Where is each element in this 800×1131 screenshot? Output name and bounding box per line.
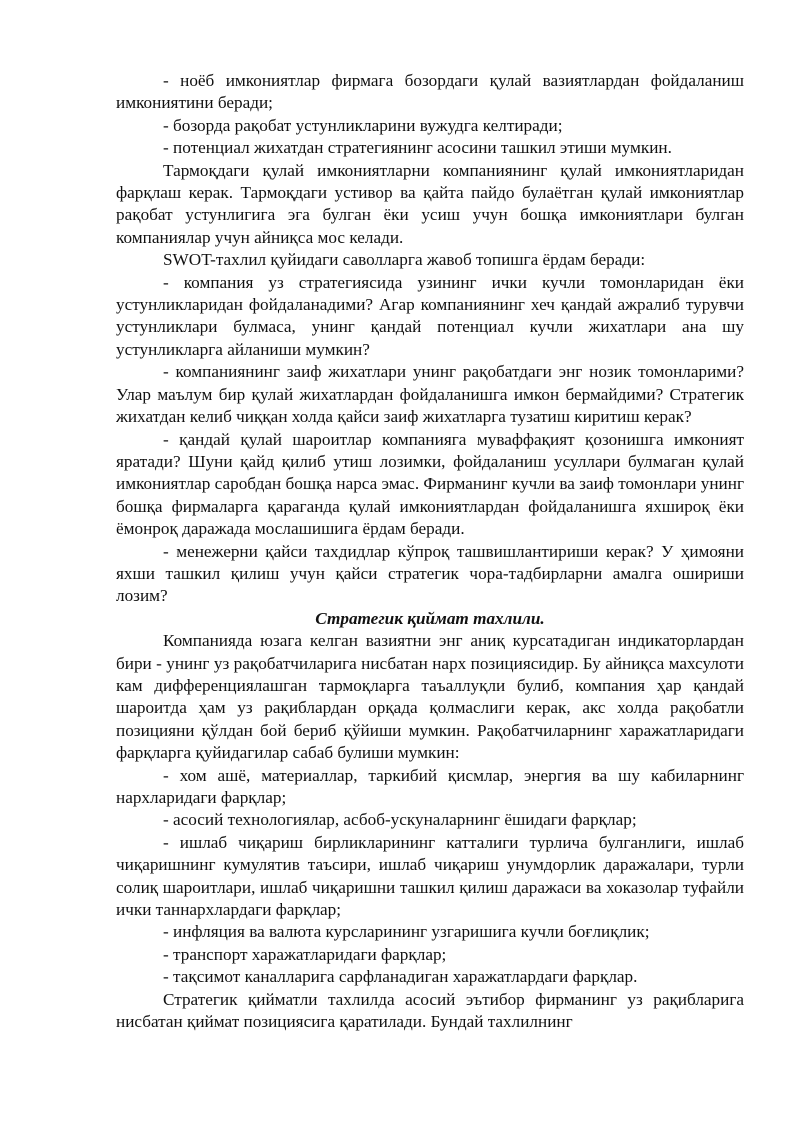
list-item-distribution: - тақсимот каналларига сарфланадиган харажатлардаги фарқлар. bbox=[163, 967, 638, 987]
paragraph-swot-threats: - менежерни қайси тахдидлар кўпроқ ташвишлантириши керак? У ҳимояни яхши ташкил қилиш учун қайси стратегик чора-тадбирларни амалга ошириши лозим? bbox=[116, 541, 744, 606]
paragraph-strategic-value: Стратегик қийматли тахлилда асосий эътибор фирманинг уз рақибларига нисбатан қиймат позициясига қаратилади. Бундай тахлилнинг bbox=[116, 989, 744, 1032]
list-item-technology: - асосий технологиялар, асбоб-ускуналарнинг ёшидаги фарқлар; bbox=[163, 810, 637, 830]
paragraph-strategy-basis: - потенциал жихатдан стратегиянинг асосини ташкил этиши мумкин. bbox=[163, 138, 672, 158]
list-item-transport: - транспорт харажатларидаги фарқлар; bbox=[163, 944, 447, 964]
paragraph-price-position: Компанияда юзага келган вазиятни энг аниқ курсатадиган индикаторлардан бири - унинг уз рақобатчиларига нисбатан нарх позициясидир. Бу айниқса махсулоти кам дифференциялашган тармоқларга таъаллуқли булиб, компания ҳар қандай шароитда ҳам уз рақиблардан орқада қолмаслиги керак, акс холда рақобатли позицияни қўлдан бой бериб қўйиши мумкин. Рақобатчиларнинг харажатларидаги фарқларга қуйидагилар сабаб булиши мумкин: bbox=[116, 631, 744, 763]
document-page bbox=[116, 70, 744, 1033]
paragraph-swot-opportunities: - қандай қулай шароитлар компанияга муваффақият қозонишга имконият яратади? Шуни қайд қилиб утиш лозимки, фойдаланиш усуллари булмаган қулай имкониятлар саробдан бошқа нарса эмас. Фирманинг кучли ва заиф томонлари унинг бошқа фирмаларга қараганда қулай имкониятлардан фойдаланишга яхшироқ ёки ёмонроқ даражада мослашишига ёрдам беради. bbox=[116, 429, 744, 539]
paragraph-swot-intro: SWOT-тахлил қуйидаги саволларга жавоб топишга ёрдам беради: bbox=[163, 250, 646, 270]
paragraph-swot-strengths: - компания уз стратегиясида узининг ички кучли томонларидан ёки устунликларидан фойдаланадими? Агар компаниянинг хеч қандай ажралиб турувчи устунликлари булмаса, унинг қандай потенциал кучли жихатлари ана шу устунликларга айланиши мумкин? bbox=[116, 272, 744, 359]
paragraph-unique-opportunities: - ноёб имкониятлар фирмага бозордаги қулай вазиятлардан фойдаланиш имкониятини беради; bbox=[116, 71, 744, 113]
paragraph-competitive-advantages: - бозорда рақобат устунликларини вужудга келтиради; bbox=[163, 115, 563, 135]
paragraph-industry-opportunities: Тармоқдаги қулай имкониятларни компаниянинг қулай имкониятларидан фарқлаш керак. Тармоқдаги устивор ва қайта пайдо булаётган қулай имкониятлар рақобат устунлигига эга булган ёки усиш учун бошқа имкониятлари булган компаниялар учун айниқса мос келади. bbox=[116, 160, 744, 247]
section-heading: Стратегик қиймат тахлили. bbox=[315, 608, 545, 628]
list-item-raw-materials: - хом ашё, материаллар, таркибий қисмлар, энергия ва шу кабиларнинг нархларидаги фарқлар; bbox=[116, 765, 744, 807]
list-item-internal-costs: - ишлаб чиқариш бирликларининг катталиги турлича булганлиги, ишлаб чиқаришнинг кумулятив таъсири, ишлаб чиқариш унумдорлик даражалари, турли солиқ шароитлари, ишлаб чиқаришни ташкил қилиш даражаси ва хоказолар туфайли ички таннархлардаги фарқлар; bbox=[116, 832, 744, 920]
paragraph-swot-weaknesses: - компаниянинг заиф жихатлари унинг рақобатдаги энг нозик томонларими? Улар маълум бир қулай жихатлардан фойдаланишга имкон бермайдими? Стратегик жихатдан келиб чиққан холда қайси заиф жихатларга тузатиш киритиш керак? bbox=[116, 362, 744, 427]
list-item-inflation: - инфляция ва валюта курсларининг узгаришига кучли боғлиқлик; bbox=[163, 922, 650, 942]
